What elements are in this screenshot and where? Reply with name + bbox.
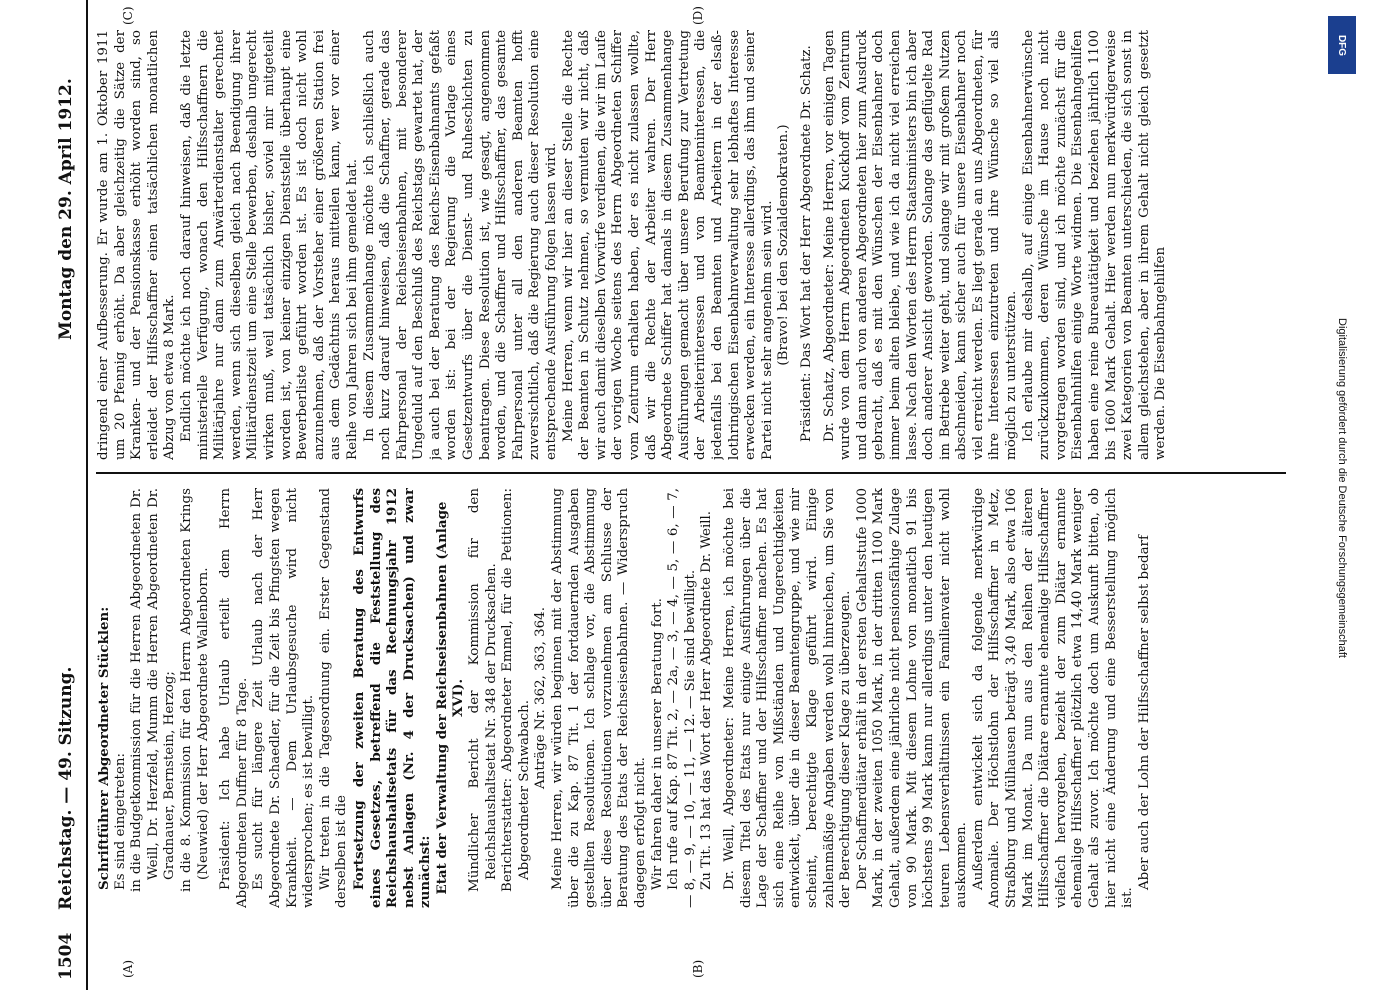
report-reference: Mündlicher Bericht der Kommission für den Reichshaushaltsetat Nr. 348 der Drucksachen. [467,488,499,892]
session-title: Reichstag. — 49. Sitzung. [56,666,76,910]
left-column [96,488,1286,908]
right-column [96,30,1286,460]
paragraph: Präsident: Ich habe Urlaub erteilt dem Herrn Abgeordneten Duffner für 8 Tage. [218,488,250,908]
speech-paragraph: Meine Herren, wenn wir hier an dieser Stelle die Rechte der Beamten in Schutz nehmen, so vermuten wir nicht, daß wir auch damit dieselben Vorwürfe verdienen, die wir im Laufe der vorigen Woche seitens des Herrn Abgeordneten Schiffer vom Zentrum erhalten haben, der es nicht zulassen wollte, daß wir die Rechte der Arbeiter wahren. Der Herr Abgeordnete Schiffer hat damals in diesem Zusammenhange Ausführungen gemacht über unsere Berufung zur Vertretung der Arbeiterinteressen und von Beamteninteressen, die jedenfalls bei den Beamten und Arbeitern in der elsaß-lothringischen Eisenbahnverwaltung sehr lebhaftes Interesse erwecken werden, ein Interesse allerdings, das ihm und seiner Partei nicht sehr angenehm sein wird. [560,30,775,460]
paragraph: Präsident: Das Wort hat der Herr Abgeordnete Dr. Schatz. [798,45,814,442]
header-rule [86,0,88,990]
digitization-credit: Digitalisierung gefördert durch die Deutsche Forschungsgemeinschaft [1336,318,1348,658]
dfg-logo: DFG [1328,16,1356,74]
committee-entry: in die 8. Kommission für den Herrn Abgeordneten Krings (Neuwied) der Herr Abgeordnete Wallenborn. [178,488,211,892]
interjection: (Bravo! bei den Sozialdemokraten.) [776,124,792,366]
paragraph: Wir fahren daher in unserer Beratung fort. [649,598,665,890]
paragraph: Zu Tit. 13 hat das Wort der Herr Abgeordnete Dr. Weill. [699,510,715,890]
speech-paragraph: Aber auch der Lohn der Hilfsschaffner selbst bedarf [1136,535,1152,890]
margin-marker-a: (A) [121,959,135,978]
speech-paragraph: Dr. Schatz, Abgeordneter: Meine Herren, vor einigen Tagen wurde von dem Herrn Abgeordneten Kuckhoff vom Zentrum und dann auch von anderen Abgeordneten hier zum Ausdruck gebracht, daß es mit den Wünschen der Eisenbahner doch immer beim alten bleibe, und wie ich da nicht viel erreichen lasse. Nach den Worten des Herrn Staatsministers bin ich aber doch anderer Ansicht geworden. Solange das geflügelte Rad im Betriebe weiter geht, und solange wir mit großem Nutzen abschneiden, kann sicher auch für unsere Eisenbahner noch viel erreicht werden. Es liegt gerade an uns Abgeordneten, für ihre Interessen einzutreten und ihre Wünsche so viel als möglich zu unterstützen. [821,30,1020,460]
paragraph: Wir treten in die Tagesordnung ein. Erster Gegenstand derselben ist die [317,488,350,908]
margin-marker-b: (B) [691,959,705,978]
speech-paragraph: Endlich möchte ich noch darauf hinweisen, daß die letzte ministerielle Verfügung, wonach den Hilfsschaffnern die Militärjahre nur dann zum Anwärterdienstalter gerechnet werden, wenn sich dieselben gleich nach Beendigung ihrer Militärdienstzeit um eine Stelle bewerben, deshalb ungerecht wirken muß, weil tatsächlich bisher, soviel mir mitgeteilt worden ist, von keiner einzigen Dienststelle überhaupt eine Bewerberliste geführt worden ist. Es ist doch nicht wohl anzunehmen, daß der Vorsteher einer größeren Station frei aus dem Gedächtnis heraus mitteilen kann, wer vor einer Reihe von Jahren sich bei ihm gemeldet hat. [178,30,360,460]
session-date: Montag den 29. April 1912. [56,78,76,340]
paragraph: Ich rufe auf Kap. 87 Tit. 2, — 2a, — 3, — 4, — 5, — 6, — 7, — 8, — 9, — 10, — 11, — 12. — Sie sind bewilligt. [666,488,698,908]
running-header [58,0,82,1000]
paragraph: Es sind eingetreten: [112,753,128,890]
speech-paragraph: Dr. Weill, Abgeordneter: Meine Herren, ich möchte bei diesem Titel des Etats nur einige Ausführungen über die Lage der Schaffner und der Hilfsschaffner machen. Es hat sich eine Reihe von Mißständen und Ungerechtigkeiten entwickelt, über die in dieser Beamtengruppe, und wie mir scheint, berechtigte Klage geführt wird. Einige zahlenmäßige Angaben werden wohl hinreichen, um Sie von der Berechtigung dieser Klage zu überzeugen. [721,488,854,908]
digitization-sidebar [1328,8,1368,993]
column-divider [96,472,1286,474]
agenda-item: Fortsetzung der zweiten Beratung des Entwurfs eines Gesetzes, betreffend die Feststellung des Reichshaushaltsetats für das Rechnungsjahr 1912 nebst Anlagen (Nr. 4 der Drucksachen) und zwar zunächst: [350,488,434,908]
rapporteur-line: Berichterstatter: Abgeordneter Emmel, für die Petitionen: Abgeordneter Schwabach. [500,488,532,892]
margin-marker-d: (D) [691,6,705,25]
speech-paragraph: dringend einer Aufbesserung. Er wurde am 1. Oktober 1911 um 20 Pfennig erhöht. Da aber gleichzeitig die Sätze der Kranken- und der Pensionskasse erhöht worden sind, so erleidet der Hilfsschaffner einen tatsächlichen monatlichen Abzug von etwa 8 Mark. [96,30,178,460]
motions-line: Anträge Nr. 362, 363, 364. [533,607,549,789]
speech-paragraph: Der Schaffnerdiätar erhält in der ersten Gehaltsstufe 1000 Mark, in der zweiten 1050 Mark, in der dritten 1100 Mark Gehalt, außerdem eine jährliche nicht pensionsfähige Zulage von 90 Mark. Mit diesem Lohne von monatlich 91 bis höchstens 99 Mark kann nur allerdings unter den heutigen teuren Lebensverhältnissen ein Familienvater nicht wohl auskommen. [854,488,970,908]
margin-marker-c: (C) [121,6,135,25]
page-number: 1504 [56,932,76,980]
speech-paragraph: Außerdem entwickelt sich da folgende merkwürdige Anomalie. Der Höchstlohn der Hilfsschaffner in Metz, Straßburg und Mülhausen beträgt 3,40 Mark, also etwa 106 Mark im Monat. Da nun aus den Reihen der älteren Hilfsschaffner die Diätare ernannte ehemalige Hilfsschaffner vielfach hervorgehen, bezieht der zum Diätar ernannte ehemalige Hilfsschaffner plötzlich etwa 14,40 Mark weniger Gehalt als zuvor. Ich möchte doch um Auskunft bitten, ob hier nicht eine Änderung und eine Besserstellung möglich ist. [970,488,1136,908]
committee-entry: in die Budgetkommission für die Herren Abgeordneten Dr. Weill, Dr. Herzfeld, Mumm die Herren Abgeordneten Dr. Gradnauer, Bernstein, Herzog; [129,488,178,892]
agenda-subtitle: Etat der Verwaltung der Reichseisenbahnen (Anlage XVI). [433,501,467,895]
paragraph: Es sucht für längere Zeit Urlaub nach der Herr Abgeordnete Dr. Schaedler, für die Zeit bis Pfingsten wegen Krankheit. — Dem Urlaubsgesuche wird nicht widersprochen; es ist bewilligt. [251,488,317,908]
speaker-line: Schriftführer Abgeordneter Stücklen: [96,606,112,890]
speech-paragraph: In diesem Zusammenhange möchte ich schließlich auch noch kurz darauf hinweisen, daß die Schaffner, gerade das Fahrpersonal der Reichseisenbahnen, mit besonderer Ungeduld auf den Beschluß des Reichstags gewartet hat, der ja auch bei der Beratung des Reichs-Eisenbahnamts gefaßt worden ist: bei der Regierung die Vorlage eines Gesetzentwurfs über die Dienst- und Ruheschichten zu beantragen. Diese Resolution ist, wie gesagt, angenommen worden, und die Schaffner und Hilfsschaffner, das gesamte Fahrpersonal unter all den anderen Beamten hofft zuversichtlich, daß die Regierung auch dieser Resolution eine entsprechende Ausführung folgen lassen wird. [361,30,560,460]
speech-paragraph: Ich erlaube mir deshalb, auf einige Eisenbahnerwünsche zurückzukommen, deren Wünsche im Hause noch nicht vorgetragen worden sind, und ich möchte zunächst für die Eisenbahnhilfen einige Worte widmen. Die Eisenbahngehilfen haben eine reine Bureautätigkeit und beziehen jährlich 1100 bis 1600 Mark Gehalt. Hier werden nun merkwürdigerweise zwei Kategorien von Beamten unterschieden, die sich sonst in allem gleichstehen, aber in ihrem Gehalt nicht gleich gesetzt werden. Die Eisenbahngehilfen [1020,30,1169,460]
paragraph: Meine Herren, wir würden beginnen mit der Abstimmung über die zu Kap. 87 Tit. 1 der fortdauernden Ausgaben gestellten Resolutionen. Ich schlage vor, die Abstimmung über diese Resolutionen vorzunehmen am Schlusse der Beratung des Etats der Reichseisenbahnen. — Widerspruch dagegen erfolgt nicht. [550,488,648,908]
